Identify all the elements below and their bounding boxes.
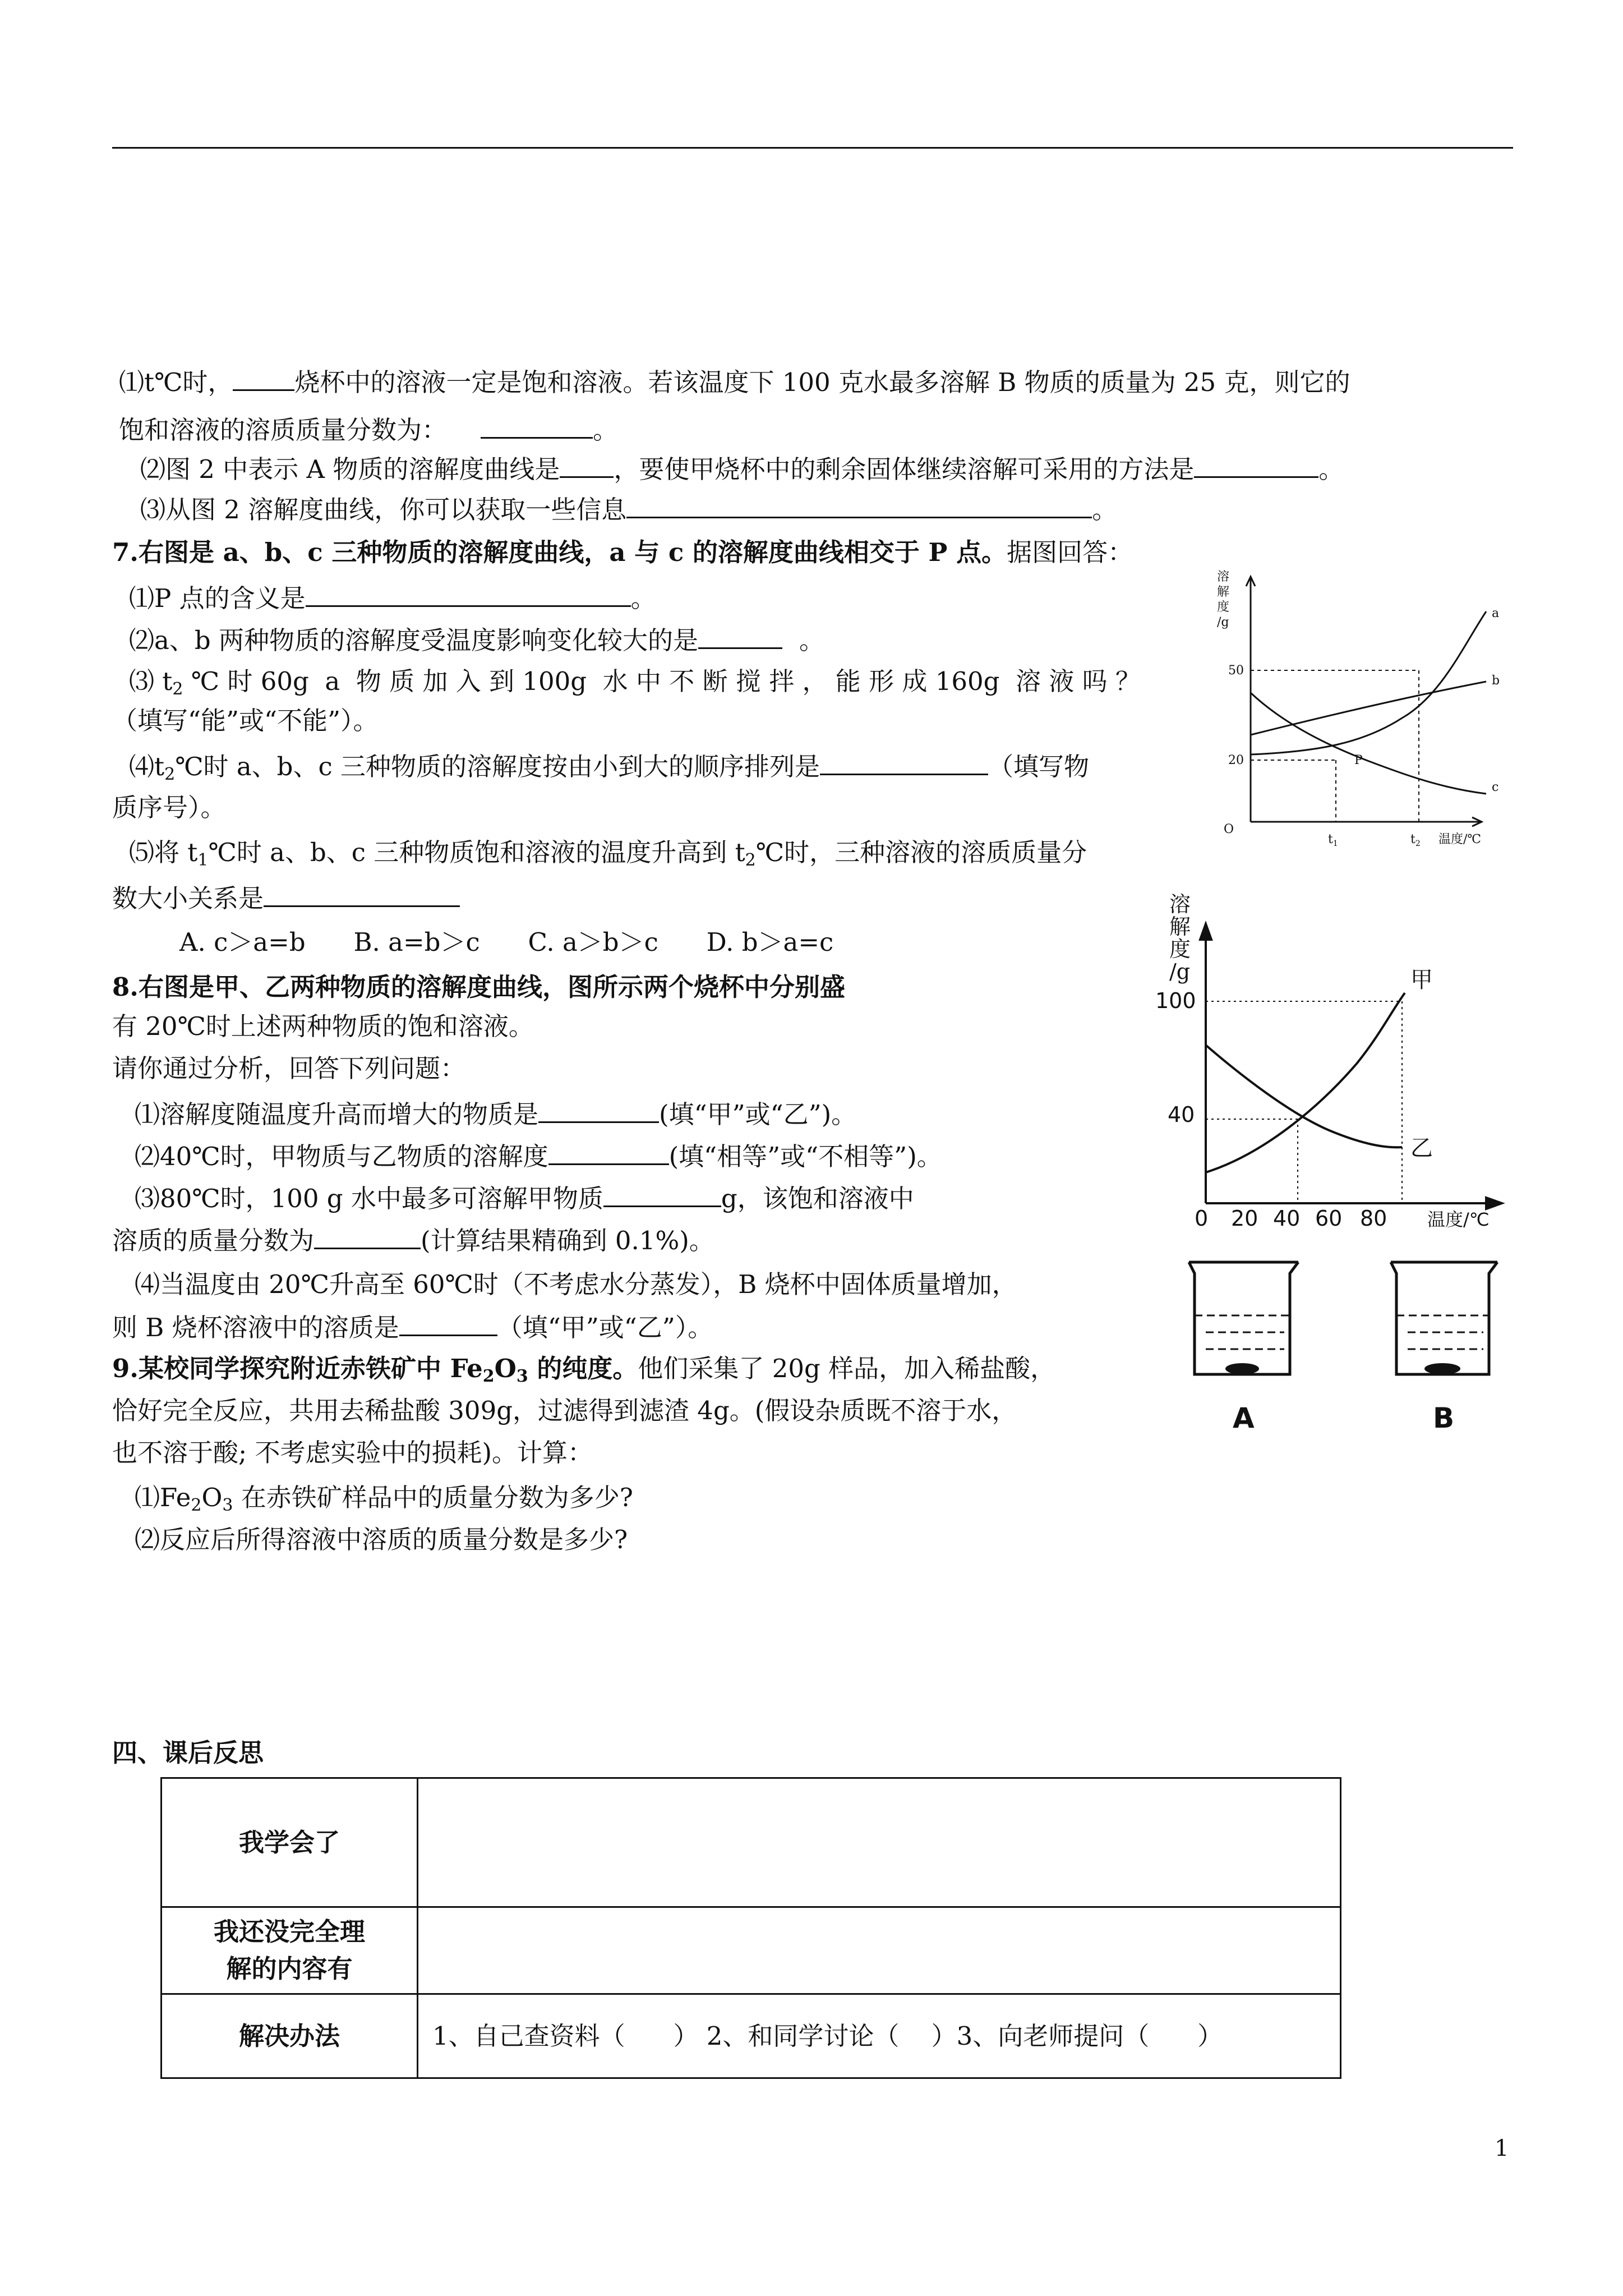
chart7-ylabel-4: /g	[1217, 615, 1229, 629]
chart8-ylabel-3: 度	[1169, 937, 1191, 961]
chart8-xlabel: 温度/℃	[1427, 1209, 1490, 1230]
beaker-b-label: B	[1433, 1402, 1455, 1434]
chart7-ylabel-3: 度	[1217, 600, 1230, 614]
chart8-y40-label: 40	[1168, 1102, 1195, 1127]
beaker-a-solid	[1225, 1363, 1259, 1374]
q7-p4-text-a: ⑷t	[129, 752, 165, 781]
chart8-x-arrow	[1486, 1198, 1502, 1209]
q7-p4-line1	[129, 749, 1089, 792]
q9-line2: 恰好完全反应，共用去稀盐酸 309g，过滤得到滤渣 4g。(假设杂质既不溶于水，	[112, 1396, 1017, 1425]
q7-p4-text-c: （填写物	[988, 752, 1089, 781]
reflection-row-solution	[162, 1994, 1341, 2078]
q7-p5-blank[interactable]	[264, 881, 460, 907]
beaker-a-label: A	[1233, 1402, 1255, 1434]
q7-p1	[129, 581, 656, 615]
chart8-ylabel-2: 解	[1169, 914, 1191, 939]
chart8-curve-yi	[1206, 1045, 1402, 1147]
chart8-y100-label: 100	[1155, 988, 1196, 1013]
chart7-label-p: P	[1354, 753, 1363, 767]
q6-p1-text-a: ⑴t℃时，	[119, 367, 233, 397]
row1-content[interactable]	[418, 1778, 1341, 1907]
q9-title	[112, 1352, 1055, 1393]
q7-p2-blank[interactable]	[698, 623, 782, 649]
q7-title-tail: 据图回答：	[1007, 537, 1133, 567]
q8-solubility-chart	[1155, 889, 1548, 1237]
header-rule	[112, 147, 1513, 149]
q7-p4-blank[interactable]	[820, 749, 988, 775]
chart7-y50-label: 50	[1228, 664, 1244, 678]
beaker-b-outline	[1391, 1262, 1497, 1374]
row3-label: 解决办法	[162, 1994, 418, 2078]
q7-p4-text-b: ℃时 a、b、c 三种物质的溶解度按由小到大的顺序排列是	[175, 752, 820, 781]
q8-p3-text: ⑶80℃时，100 g 水中最多可溶解甲物质	[135, 1184, 603, 1213]
reflection-row-learned	[162, 1778, 1341, 1907]
q7-p1-end: 。	[630, 583, 656, 613]
chart8-ylabel-4: /g	[1169, 959, 1191, 984]
q7-p2-text: ⑵a、b 两种物质的溶解度受温度影响变化较大的是	[129, 625, 698, 655]
q7-title-bold: 7.右图是 a、b、c 三种物质的溶解度曲线，a 与 c 的溶解度曲线相交于 P 点。	[112, 537, 1007, 567]
q8-p1-hint: (填“甲”或“乙”)。	[659, 1099, 857, 1129]
chart8-series-jia: 甲	[1410, 967, 1433, 993]
q8-p4-line2-text: 则 B 烧杯溶液中的溶质是	[112, 1313, 399, 1342]
q7-p1-blank[interactable]	[306, 581, 631, 607]
q7-p3-text-a: ⑶ t	[129, 666, 173, 696]
q6-p3-blank[interactable]	[626, 492, 1092, 518]
chart7-origin-label: O	[1224, 822, 1234, 836]
q7-p5-sub1: 1	[197, 850, 209, 870]
q6-p2-text-b: ，要使甲烧杯中的剩余固体继续溶解可采用的方法是	[614, 454, 1195, 484]
q7-options: A. c＞a=b B. a=b＞c C. a＞b＞c D. b＞a=c	[179, 927, 834, 957]
chart7-xlabel: 温度/℃	[1438, 832, 1482, 846]
q6-p1-line2-text: 饱和溶液的溶质质量分数为：	[119, 415, 448, 445]
q6-p1-text-b: 烧杯中的溶液一定是饱和溶液。若该温度下 100 克水最多溶解 B 物质的质量为 25 克，则它的	[294, 367, 1350, 397]
q6-p1-blank[interactable]	[233, 365, 294, 391]
q8-p3-blank-fraction[interactable]	[314, 1223, 421, 1249]
q7-p3-sub: 2	[172, 679, 183, 699]
chart7-label-a: a	[1492, 606, 1500, 620]
q8-p2	[135, 1139, 942, 1174]
chart7-ylabel-2: 解	[1217, 585, 1230, 599]
chart8-series-yi: 乙	[1410, 1135, 1433, 1161]
q7-p4-sub: 2	[164, 765, 176, 784]
row2-label: 我还没完全理 解的内容有	[162, 1907, 418, 1994]
q8-p4-hint: （填“甲”或“乙”）。	[497, 1313, 713, 1342]
q6-p2-text-c: 。	[1318, 454, 1344, 484]
q8-p3-text-b: g，该饱和溶液中	[721, 1184, 914, 1213]
q8-p3-line2-text: 溶质的质量分数为	[112, 1226, 315, 1255]
q7-p5-line1	[129, 836, 1087, 877]
q8-p1-text: ⑴溶解度随温度升高而增大的物质是	[135, 1099, 539, 1129]
q6-p3	[140, 492, 1117, 527]
chart7-t2-label: $t_2$	[1410, 832, 1421, 848]
q8-p3-line1	[135, 1181, 914, 1216]
q7-p3-line1	[129, 665, 1141, 706]
q8-line3: 请你通过分析，回答下列问题：	[112, 1053, 466, 1083]
q8-p4-line1: ⑷当温度由 20℃升高至 60℃时（不考虑水分蒸发），B 烧杯中固体质量增加，	[135, 1269, 1017, 1299]
beakers-figure	[1178, 1257, 1537, 1436]
reflection-table	[160, 1777, 1341, 2079]
q8-p3-line2	[112, 1223, 714, 1258]
chart7-t1-label: $t_1$	[1328, 832, 1338, 848]
chart7-label-b: b	[1492, 674, 1500, 688]
q7-p5-line2-text: 数大小关系是	[112, 884, 264, 913]
beaker-a-outline	[1189, 1262, 1298, 1374]
section4-heading: 四、课后反思	[112, 1738, 264, 1768]
chart7-ylabel-1: 溶	[1217, 570, 1230, 584]
q7-title	[112, 536, 1133, 569]
q7-p2	[129, 623, 824, 657]
q7-solubility-chart	[1217, 567, 1509, 853]
q7-p5-sub2: 2	[745, 850, 756, 870]
reflection-row-not-understood	[162, 1907, 1341, 1994]
chart8-ylabel-1: 溶	[1169, 892, 1191, 917]
q6-p2-blank-method[interactable]	[1194, 452, 1318, 478]
q8-p2-hint: (填“相等”或“不相等”)。	[668, 1142, 942, 1171]
q6-p2-blank-curve[interactable]	[560, 452, 614, 478]
q8-p1	[135, 1097, 856, 1131]
chart8-xtick-0: 0	[1195, 1206, 1209, 1231]
q9-title-tail: 他们采集了 20g 样品，加入稀盐酸，	[638, 1354, 1056, 1383]
row1-label: 我学会了	[162, 1778, 418, 1907]
chart8-y-arrow	[1200, 924, 1211, 940]
q8-title: 8.右图是甲、乙两种物质的溶解度曲线，图所示两个烧杯中分别盛	[112, 972, 845, 1002]
row2-content[interactable]	[418, 1907, 1341, 1994]
chart7-curve-b	[1251, 682, 1486, 735]
chart8-xtick-20: 20	[1231, 1206, 1258, 1231]
q9-title-bold: 9.某校同学探究附近赤铁矿中 $Fe_2O_3$ 的纯度。	[112, 1354, 638, 1386]
q8-p4-line2	[112, 1310, 713, 1345]
q9-p1: $⑴Fe_2O_3$ 在赤铁矿样品中的质量分数为多少?	[135, 1483, 633, 1515]
q9-line3: 也不溶于酸; 不考虑实验中的损耗)。计算：	[112, 1438, 593, 1467]
q8-p4-blank[interactable]	[399, 1310, 497, 1336]
chart7-label-c: c	[1492, 780, 1499, 794]
chart8-xtick-60: 60	[1315, 1206, 1343, 1231]
q7-p5-line2	[112, 881, 460, 915]
q8-p2-blank[interactable]	[548, 1139, 669, 1165]
q7-p3-text-b: ℃ 时 60g a 物 质 加 入 到 100g 水 中 不 断 搅 拌 ， 能 形 成 160g 溶 液 吗 ？	[183, 666, 1141, 696]
q6-p3-text-b: 。	[1092, 495, 1118, 524]
q6-p1-line2	[119, 412, 618, 447]
chart8-xtick-40: 40	[1273, 1206, 1301, 1231]
q7-p5-text-b: ℃时 a、b、c 三种物质饱和溶液的温度升高到 t	[208, 838, 745, 867]
chart7-curve-c	[1251, 693, 1486, 794]
q8-p3-line2-hint: (计算结果精确到 0.1%)。	[421, 1226, 714, 1255]
q7-p5-text-c: ℃时，三种溶液的溶质质量分	[755, 838, 1087, 867]
q8-line2: 有 20℃时上述两种物质的饱和溶液。	[112, 1011, 534, 1041]
q7-p2-end: 。	[799, 625, 824, 655]
beaker-b-solid	[1424, 1363, 1460, 1374]
q7-p5-text-a: ⑸将 t	[129, 838, 198, 867]
q6-p3-text-a: ⑶从图 2 溶解度曲线，你可以获取一些信息	[140, 495, 627, 524]
row3-content: 1、自己查资料（ ） 2、和同学讨论（ ）3、向老师提问（ ）	[418, 1994, 1341, 2078]
chart8-xtick-80: 80	[1360, 1206, 1387, 1231]
chart7-y20-label: 20	[1228, 753, 1244, 767]
q7-p3-line2: （填写“能”或“不能”）。	[112, 706, 379, 735]
chart7-curve-a	[1251, 611, 1486, 754]
q6-p2	[140, 452, 1344, 486]
q6-p1-line1	[119, 365, 1350, 399]
q6-p2-text-a: ⑵图 2 中表示 A 物质的溶解度曲线是	[140, 454, 560, 484]
q9-p2: ⑵反应后所得溶液中溶质的质量分数是多少?	[135, 1525, 628, 1554]
q7-p4-line2: 质序号）。	[112, 793, 226, 822]
page-number: 1	[1495, 2136, 1509, 2161]
q7-p1-text: ⑴P 点的含义是	[129, 583, 306, 613]
q8-p3-blank-mass[interactable]	[603, 1181, 721, 1207]
q8-p2-text: ⑵40℃时，甲物质与乙物质的溶解度	[135, 1142, 548, 1171]
q8-p1-blank[interactable]	[538, 1097, 659, 1123]
q6-p1-line2-end: 。	[593, 415, 619, 445]
q6-p1-fraction-blank[interactable]	[481, 412, 593, 439]
